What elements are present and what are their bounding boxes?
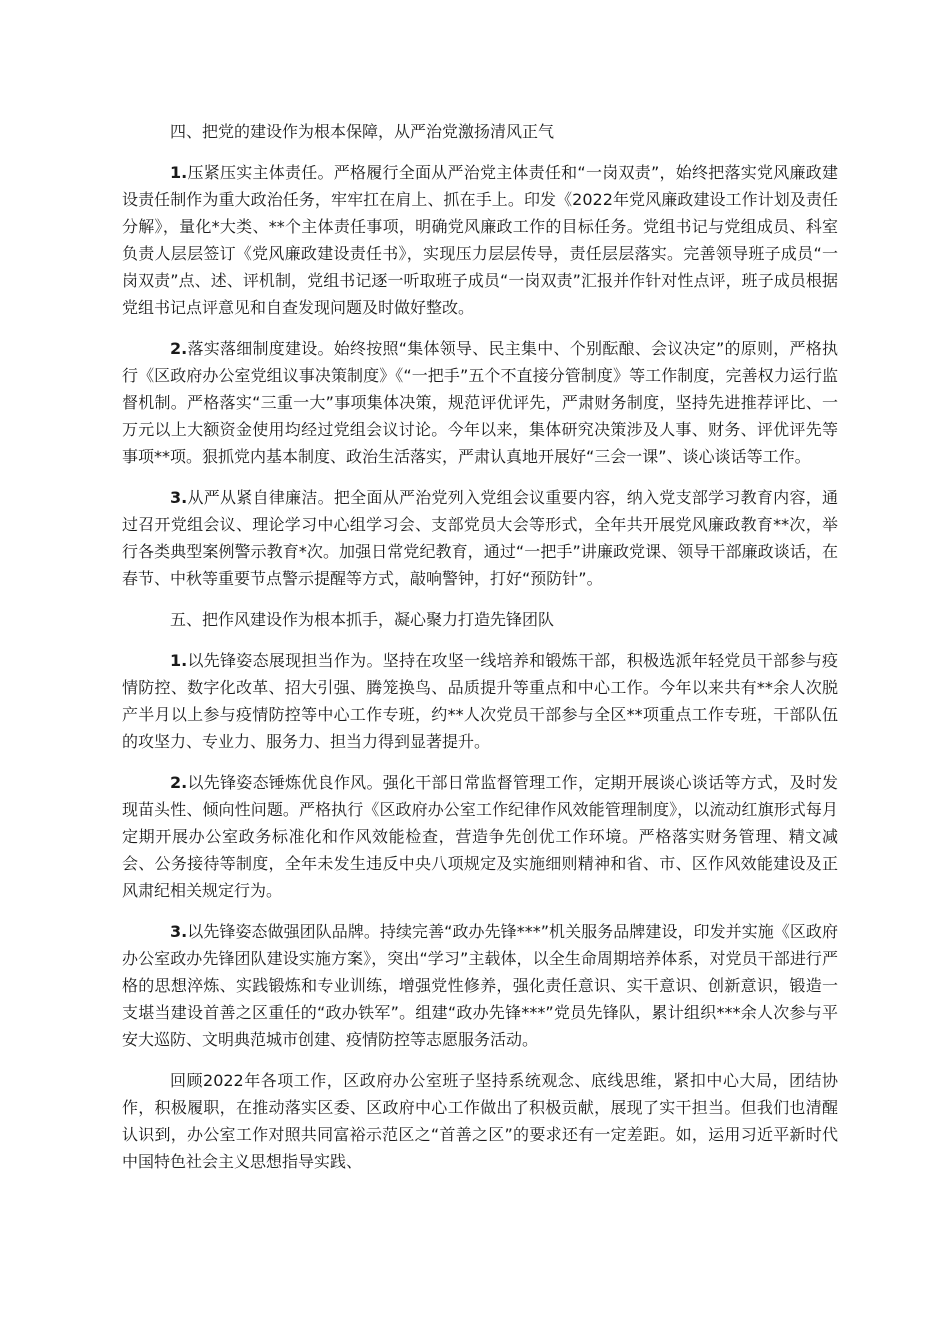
paragraph-text: 压紧压实主体责任。严格履行全面从严治党主体责任和“一岗双责”，始终把落实党风廉政建设责任制作为重大政治任务，牢牢扛在肩上、抓在手上。印发《2022年党风廉政建设工作计划及责任分解》，量化*大类、**个主体责任事项，明确党风廉政工作的目标任务。党组书记与党组成员、科室负责人层层签订《党风廉政建设责任书》，实现压力层层传导，责任层层落实。完善领导班子成员“一岗双责”点、述、评机制，党组书记逐一听取班子成员“一岗双责”汇报并作针对性点评，班子成员根据党组书记点评意见和自查发现问题及时做好整改。 xyxy=(122,163,838,317)
item-number: 2. xyxy=(170,773,188,792)
paragraph-4-1 xyxy=(122,159,838,321)
paragraph-5-3 xyxy=(122,918,838,1053)
paragraph-text: 以先锋姿态做强团队品牌。持续完善“政办先锋***”机关服务品牌建设，印发并实施《区政府办公室政办先锋团队建设实施方案》，突出“学习”主载体，以全生命周期培养体系，对党员干部进行严格的思想淬炼、实践锻炼和专业训练，增强党性修养，强化责任意识、实干意识、创新意识，锻造一支堪当建设首善之区重任的“政办铁军”。组建“政办先锋***”党员先锋队，累计组织***余人次参与平安大巡防、文明典范城市创建、疫情防控等志愿服务活动。 xyxy=(122,922,838,1049)
paragraph-text: 以先锋姿态锤炼优良作风。强化干部日常监督管理工作，定期开展谈心谈话等方式，及时发现苗头性、倾向性问题。严格执行《区政府办公室工作纪律作风效能管理制度》，以流动红旗形式每月定期开展办公室政务标准化和作风效能检查，营造争先创优工作环境。严格落实财务管理、精文减会、公务接待等制度，全年未发生违反中央八项规定及实施细则精神和省、市、区作风效能建设及正风肃纪相关规定行为。 xyxy=(122,773,838,900)
paragraph-5-2 xyxy=(122,769,838,904)
paragraph-5-1 xyxy=(122,647,838,755)
paragraph-text: 以先锋姿态展现担当作为。坚持在攻坚一线培养和锻炼干部，积极选派年轻党员干部参与疫情防控、数字化改革、招大引强、腾笼换鸟、品质提升等重点和中心工作。今年以来共有**余人次脱产半月以上参与疫情防控等中心工作专班，约**人次党员干部参与全区**项重点工作专班，干部队伍的攻坚力、专业力、服务力、担当力得到显著提升。 xyxy=(122,651,838,751)
section-heading-4: 四、把党的建设作为根本保障，从严治党激扬清风正气 xyxy=(170,122,555,141)
item-number: 1. xyxy=(170,651,188,670)
item-number: 3. xyxy=(170,922,188,941)
paragraph-4-2 xyxy=(122,335,838,470)
document-body xyxy=(122,118,838,1189)
closing-paragraph: 回顾2022年各项工作，区政府办公室班子坚持系统观念、底线思维，紧扣中心大局，团结协作，积极履职，在推动落实区委、区政府中心工作做出了积极贡献，展现了实干担当。但我们也清醒认识到，办公室工作对照共同富裕示范区之“首善之区”的要求还有一定差距。如，运用习近平新时代中国特色社会主义思想指导实践、 xyxy=(122,1071,838,1171)
item-number: 2. xyxy=(170,339,188,358)
item-number: 3. xyxy=(170,488,188,507)
paragraph-4-3 xyxy=(122,484,838,592)
item-number: 1. xyxy=(170,163,188,182)
paragraph-text: 从严从紧自律廉洁。把全面从严治党列入党组会议重要内容，纳入党支部学习教育内容，通过召开党组会议、理论学习中心组学习会、支部党员大会等形式，全年共开展党风廉政教育**次，举行各类典型案例警示教育*次。加强日常党纪教育，通过“一把手”讲廉政党课、领导干部廉政谈话，在春节、中秋等重要节点警示提醒等方式，敲响警钟，打好“预防针”。 xyxy=(122,488,838,588)
paragraph-text: 落实落细制度建设。始终按照“集体领导、民主集中、个别酝酿、会议决定”的原则，严格执行《区政府办公室党组议事决策制度》《“一把手”五个不直接分管制度》等工作制度，完善权力运行监督机制。严格落实“三重一大”事项集体决策，规范评优评先，严肃财务制度，坚持先进推荐评比、一万元以上大额资金使用均经过党组会议讨论。今年以来，集体研究决策涉及人事、财务、评优评先等事项**项。狠抓党内基本制度、政治生活落实，严肃认真地开展好“三会一课”、谈心谈话等工作。 xyxy=(122,339,838,466)
section-heading-5: 五、把作风建设作为根本抓手，凝心聚力打造先锋团队 xyxy=(170,610,555,629)
